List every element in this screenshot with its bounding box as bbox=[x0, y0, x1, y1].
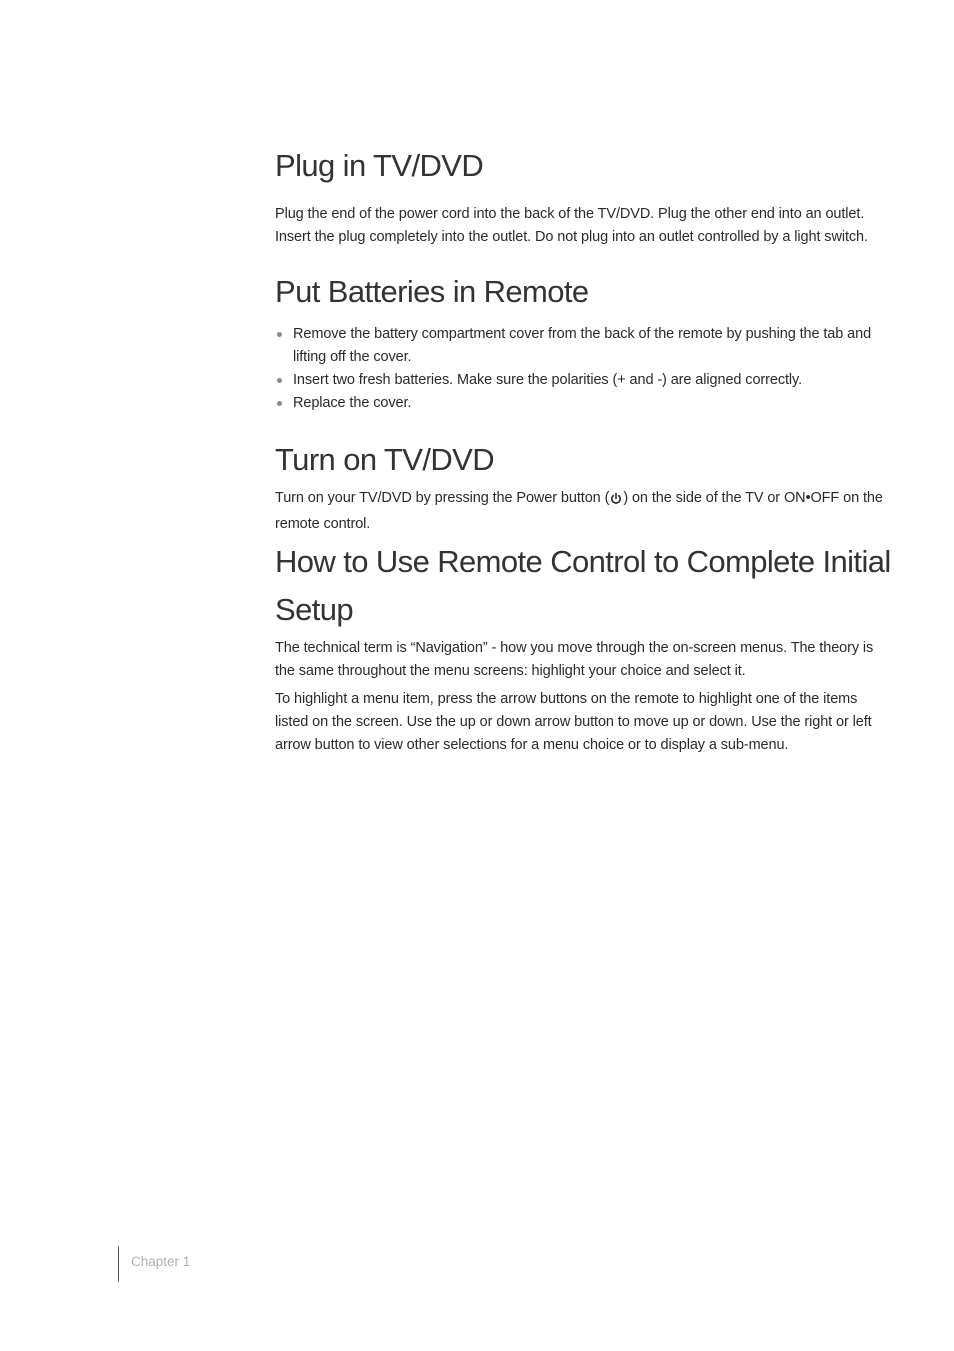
bullet-icon bbox=[277, 401, 282, 406]
chapter-label: Chapter 1 bbox=[131, 1254, 191, 1269]
navigation-paragraph-1: The technical term is “Navigation” - how you move through the on-screen menus. The theory is the same throughout the menu screens: highlight your choice and select it. bbox=[275, 640, 874, 679]
list-item bbox=[275, 369, 891, 392]
heading-remote-setup: How to Use Remote Control to Complete Initial Setup bbox=[275, 544, 891, 627]
bullet-icon bbox=[277, 332, 282, 337]
list-item bbox=[275, 392, 891, 415]
list-item-text: Insert two fresh batteries. Make sure the polarities (+ and -) are aligned correctly. bbox=[293, 372, 803, 388]
turn-on-text-before: Turn on your TV/DVD by pressing the Power button ( bbox=[275, 490, 610, 506]
power-icon bbox=[610, 490, 622, 513]
heading-plug-in: Plug in TV/DVD bbox=[275, 148, 484, 183]
bullet-icon bbox=[277, 378, 282, 383]
list-item-text: Replace the cover. bbox=[293, 395, 412, 411]
page-footer bbox=[118, 1246, 190, 1282]
heading-batteries: Put Batteries in Remote bbox=[275, 274, 589, 309]
turn-on-paragraph bbox=[275, 487, 891, 536]
turn-on-text-after: ) on the side of the TV or ON•OFF on the remote control. bbox=[275, 490, 883, 532]
list-item-text: Remove the battery compartment cover from the back of the remote by pushing the tab and lifting off the cover. bbox=[293, 326, 872, 365]
page-content bbox=[275, 140, 891, 757]
list-item bbox=[275, 323, 891, 369]
plug-in-paragraph: Plug the end of the power cord into the back of the TV/DVD. Plug the other end into an outlet. Insert the plug completely into the outlet. Do not plug into an outlet controlled by a light switch. bbox=[275, 206, 868, 245]
battery-steps-list bbox=[275, 323, 891, 415]
heading-turn-on: Turn on TV/DVD bbox=[275, 442, 495, 477]
navigation-paragraph-2: To highlight a menu item, press the arrow buttons on the remote to highlight one of the items listed on the screen. Use the up or down arrow button to move up or down. Use the right or left arrow button to view other selections for a menu choice or to display a sub-menu. bbox=[275, 691, 872, 753]
